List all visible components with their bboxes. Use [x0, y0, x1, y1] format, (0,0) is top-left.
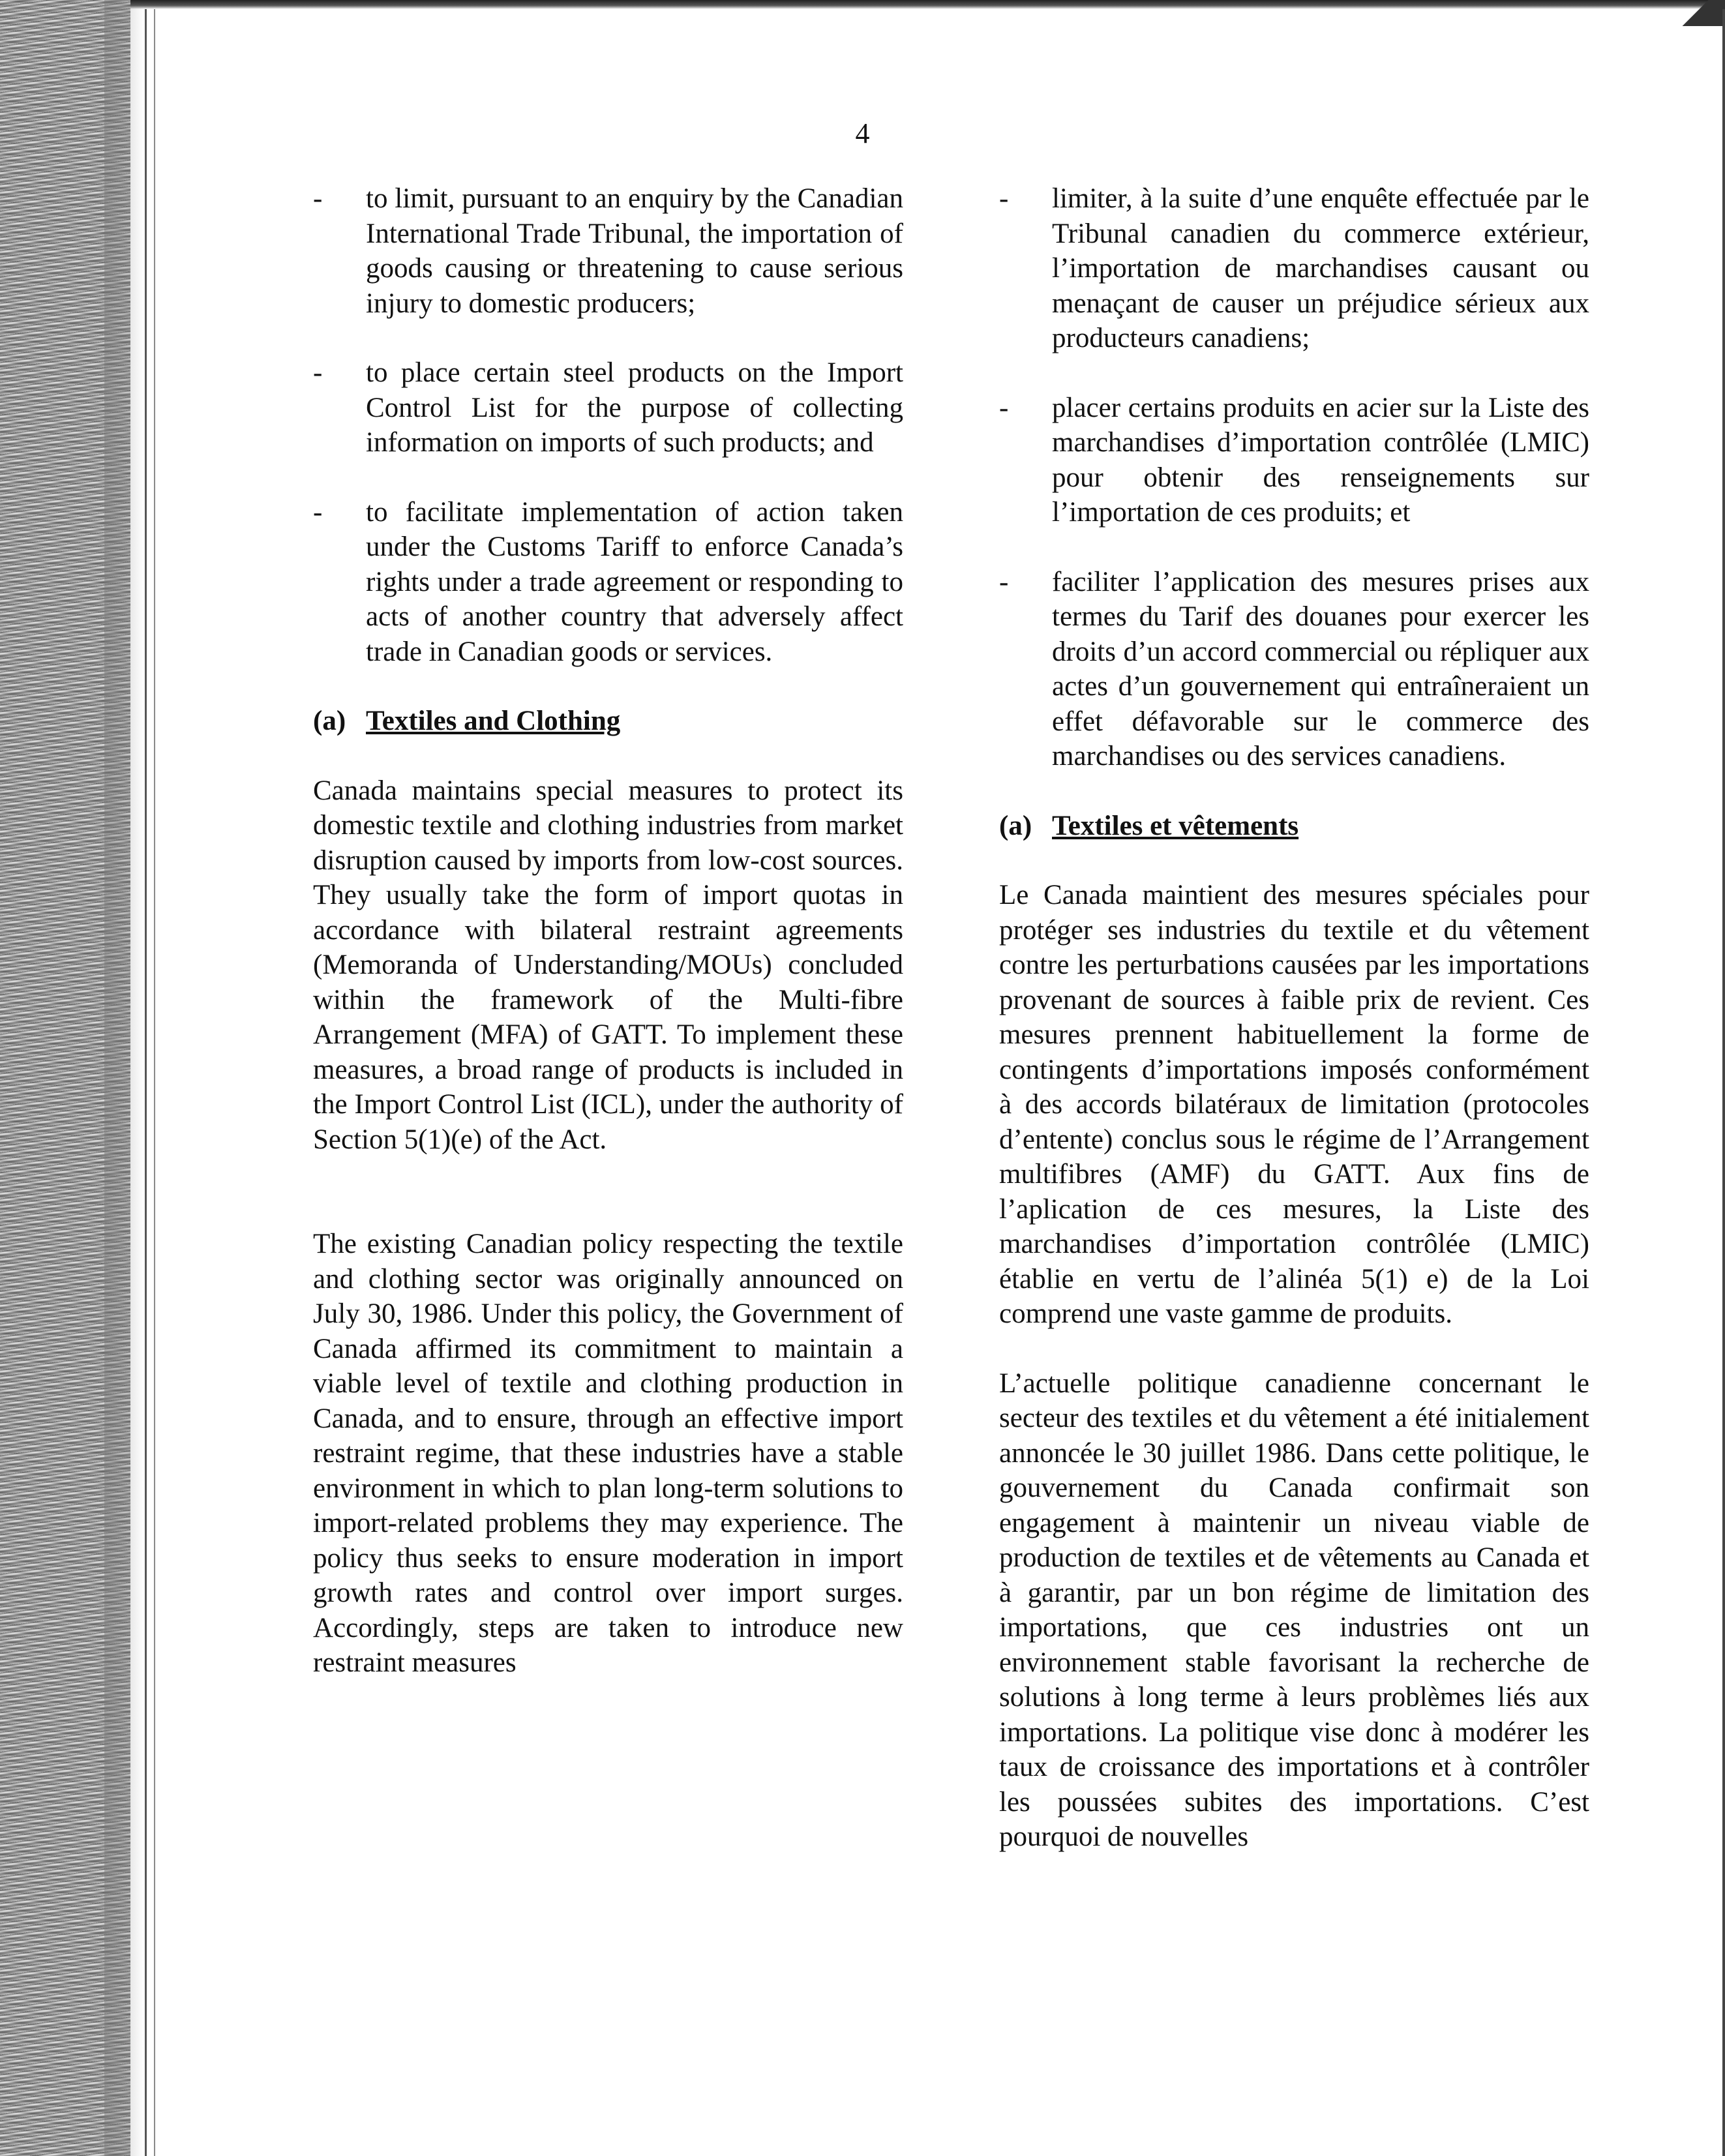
list-item-text: limiter, à la suite d’une enquête effectuée par le Tribunal canadien du commerce extérieur, l’importation de marchandises causant ou menaçant de causer un préjudice sérieux aux producteurs canadiens;: [1052, 183, 1589, 353]
paragraph: Canada maintains special measures to protect its domestic textile and clothing industries from market disruption caused by imports from low-cost sources. They usually take the form of import quotas in accordance with bilateral restraint agreements (Memoranda of Understanding/MOUs) concluded within the framework of the Multi-fibre Arrangement (MFA) of GATT. To implement these measures, a broad range of products is included in the Import Control List (ICL), under the authority of Section 5(1)(e) of the Act.: [313, 775, 903, 1155]
french-column: [999, 181, 1589, 1889]
dash-bullet: -: [999, 183, 1009, 214]
section-title: Textiles et vêtements: [1052, 810, 1299, 841]
list-item-text: to limit, pursuant to an enquiry by the Canadian International Trade Tribunal, the importation of goods causing or threatening to cause serious injury to domestic producers;: [366, 183, 903, 319]
list-item-text: placer certains produits en acier sur la Liste des marchandises d’importation contrôlée (LMIC) pour obtenir des renseignements sur l’importation de ces produits; et: [1052, 392, 1589, 528]
scan-corner-mark: [1679, 0, 1725, 26]
english-column: [313, 181, 903, 1715]
scan-right-border: [1722, 9, 1725, 2156]
list-item: [313, 355, 903, 460]
paragraph: The existing Canadian policy respecting the textile and clothing sector was originally announced on July 30, 1986. Under this policy, the Government of Canada affirmed its commitment to maintain a viable level of textile and clothing production in Canada, and to ensure, through an effective import restraint regime, that these industries have a stable environment in which to plan long-term solutions to import-related problems they may experience. The policy thus seeks to ensure moderation in import growth rates and control over import surges. Accordingly, steps are taken to introduce new restraint measures: [313, 1229, 903, 1678]
list-item: [313, 495, 903, 670]
list-item-text: faciliter l’application des mesures prises aux termes du Tarif des douanes pour exercer les droits d’un accord commercial ou répliquer aux actes d’un gouvernement qui entraîneraient un effet défavorable sur le commerce des marchandises ou des services canadiens.: [1052, 566, 1589, 771]
dash-bullet: -: [313, 357, 323, 388]
scan-top-border: [130, 0, 1725, 9]
scan-edge-fade: [104, 0, 143, 2156]
list-item-text: to place certain steel products on the Import Control List for the purpose of collecting information on imports of such products; and: [366, 357, 903, 458]
dash-bullet: -: [999, 566, 1009, 597]
dash-bullet: -: [999, 392, 1009, 423]
dash-bullet: -: [313, 183, 323, 214]
section-number: (a): [313, 706, 346, 736]
list-item: [999, 181, 1589, 356]
dash-bullet: -: [313, 496, 323, 528]
paragraph: Le Canada maintient des mesures spéciales pour protéger ses industries du textile et du vêtement contre les perturbations causées par les importations provenant de sources à faible prix de revient. Ces mesures prennent habituellement la forme de contingents d’importations imposés conformément à des accords bilatéraux de limitation (protocoles d’entente) conclus sous le régime de l’Arrangement multifibres (AMF) du GATT. Aux fins de l’aplication de ces mesures, la Liste des marchandises d’importation contrôlée (LMIC) établie en vertu de l’alinéa 5(1) e) de la Loi comprend une vaste gamme de produits.: [999, 880, 1589, 1329]
paragraph: L’actuelle politique canadienne concernant le secteur des textiles et du vêtement a été initialement annoncée le 30 juillet 1986. Dans cette politique, le gouvernement du Canada confirmait son engagement à maintenir un niveau viable de production de textiles et de vêtements au Canada et à garantir, par un bon régime de limitation des importations, que ces industries ont un environnement stable favorisant la recherche de solutions à long terme à leurs problèmes liés aux importations. La politique vise donc à modérer les taux de croissance des importations et à contrôler les poussées subites des importations. C’est pourquoi de nouvelles: [999, 1368, 1589, 1852]
page-edge-line: [145, 9, 147, 2156]
section-number: (a): [999, 810, 1032, 841]
section-heading: [313, 704, 903, 739]
list-item: [999, 391, 1589, 530]
list-item: [313, 181, 903, 321]
page-edge-line-inner: [154, 9, 155, 2156]
section-heading: [999, 809, 1589, 844]
list-item: [999, 565, 1589, 774]
section-title: Textiles and Clothing: [366, 706, 621, 736]
page-number: 4: [855, 117, 870, 149]
list-item-text: to facilitate implementation of action taken under the Customs Tariff to enforce Canada’s rights under a trade agreement or responding to acts of another country that adversely affect trade in Canadian goods or services.: [366, 496, 903, 667]
